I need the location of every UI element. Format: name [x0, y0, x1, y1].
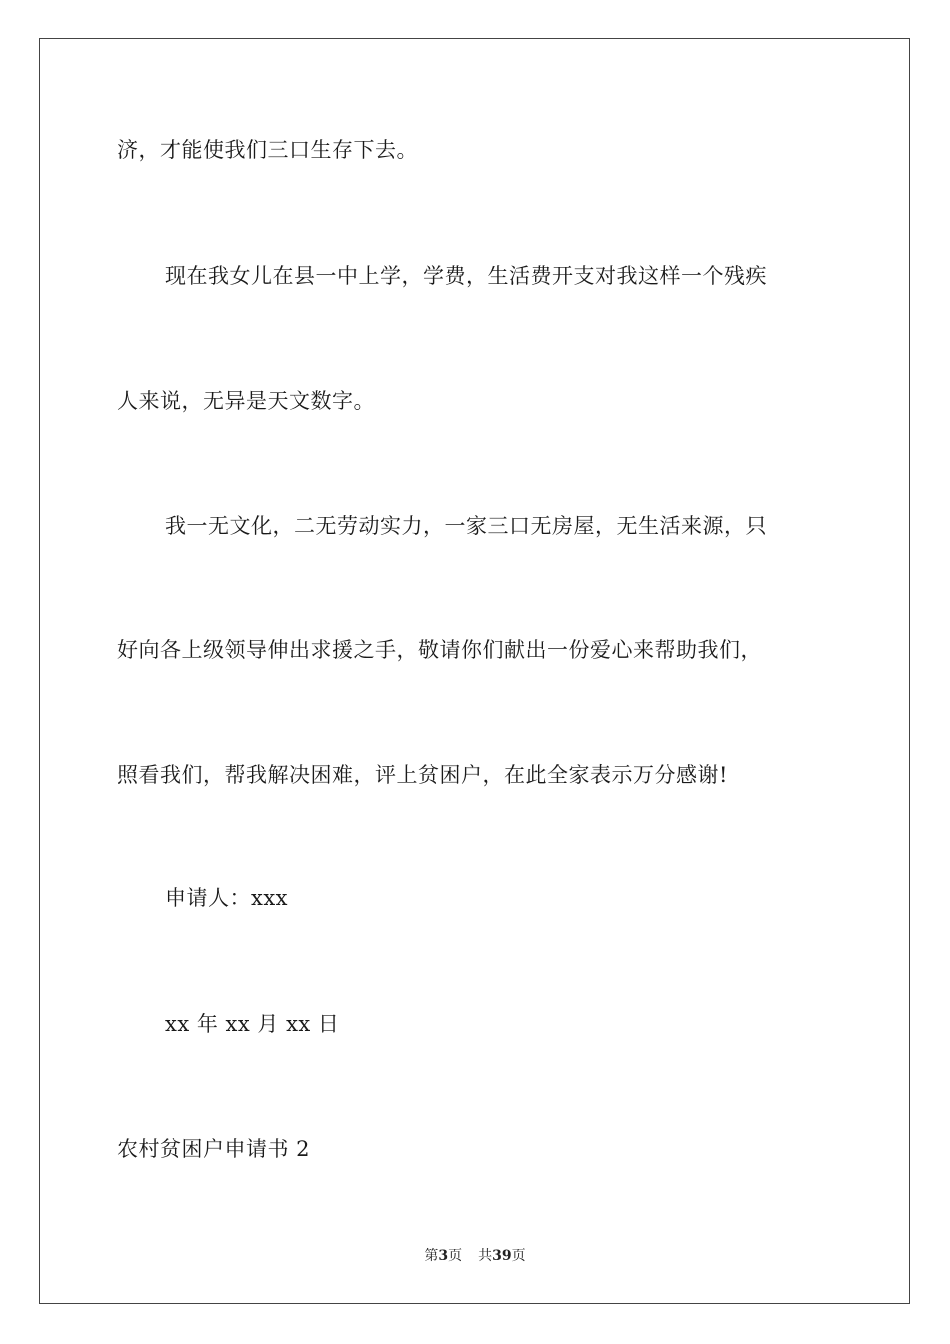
section-heading: 农村贫困户申请书 2	[117, 1137, 311, 1161]
page-number: 3	[438, 1248, 449, 1264]
total-pages: 39	[492, 1248, 512, 1264]
page-suffix: 页	[448, 1248, 463, 1264]
paragraph-line-6: 照看我们，帮我解决困难，评上贫困户，在此全家表示万分感谢!	[117, 763, 728, 787]
paragraph-line-2: 现在我女儿在县一中上学，学费，生活费开支对我这样一个残疾	[165, 264, 767, 288]
page-footer	[0, 1246, 950, 1266]
total-suffix: 页	[511, 1248, 526, 1264]
total-prefix: 共	[478, 1248, 493, 1264]
paragraph-line-3: 人来说，无异是天文数字。	[117, 389, 375, 413]
paragraph-line-1: 济，才能使我们三口生存下去。	[117, 138, 418, 162]
date-line: xx 年 xx 月 xx 日	[165, 1012, 340, 1036]
paragraph-line-4: 我一无文化，二无劳动实力，一家三口无房屋，无生活来源，只	[165, 514, 767, 538]
page-border	[39, 38, 910, 1304]
page-prefix: 第	[424, 1248, 439, 1264]
paragraph-line-5: 好向各上级领导伸出求援之手，敬请你们献出一份爱心来帮助我们，	[117, 638, 762, 662]
applicant-signature: 申请人：xxx	[165, 886, 289, 910]
